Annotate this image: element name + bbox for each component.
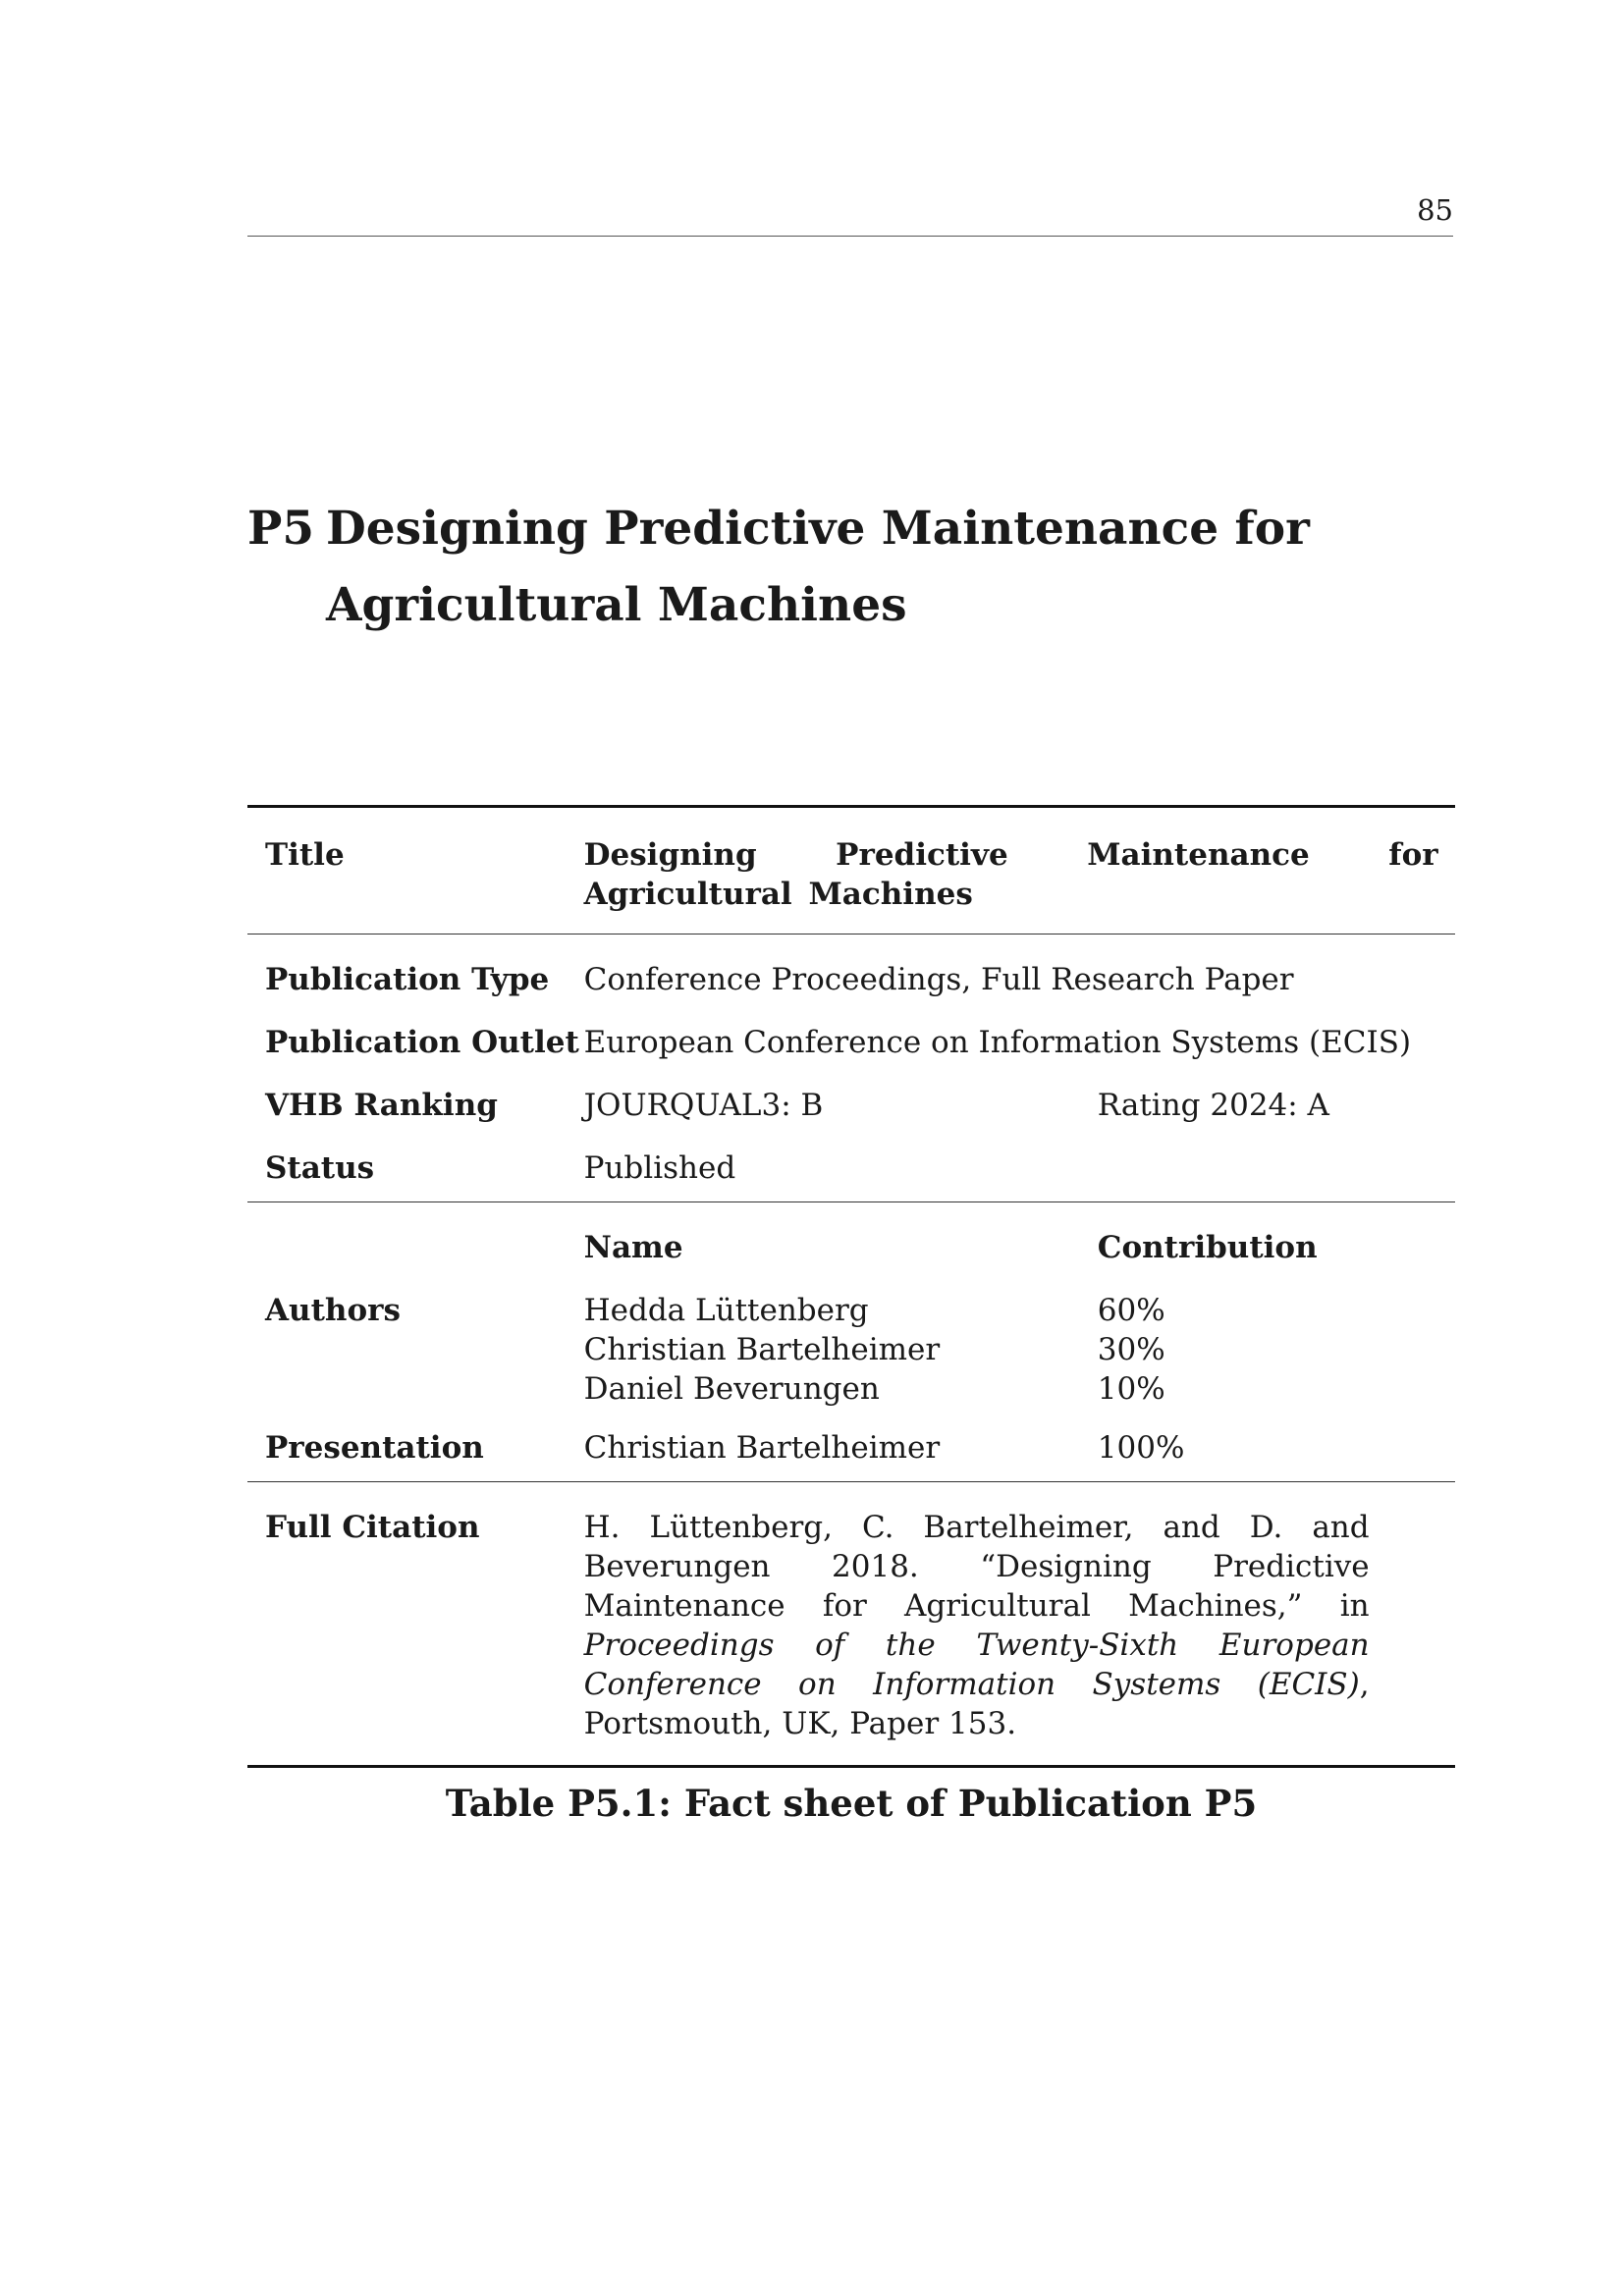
author-contribution: 10% <box>1097 1371 1165 1407</box>
title-label: Title <box>265 837 345 873</box>
status-label: Status <box>265 1150 375 1186</box>
status-value: Published <box>583 1150 736 1186</box>
publication-outlet-label: Publication Outlet <box>265 1025 579 1060</box>
presentation-label: Presentation <box>265 1430 484 1466</box>
author-contribution: 60% <box>1097 1293 1165 1328</box>
author-name: Christian Bartelheimer <box>583 1332 941 1367</box>
table-row-publication-type <box>247 934 1455 1014</box>
page-number: 85 <box>1417 193 1453 227</box>
citation-cell <box>584 1482 1455 1767</box>
author-contribution: 30% <box>1097 1332 1165 1367</box>
running-header <box>247 190 1453 237</box>
contribution-column-header: Contribution <box>1097 1230 1318 1265</box>
chapter-title: Designing Predictive Maintenance for Agricultural Machines <box>326 502 1310 632</box>
authors-header-spacer <box>247 1202 584 1292</box>
chapter-number: P5 <box>247 502 315 556</box>
author-names <box>584 1291 1098 1409</box>
table-row-authors-header <box>247 1202 1455 1292</box>
citation-part-2: , Portsmouth, UK, Paper 153. <box>583 1667 1370 1741</box>
title-value: Designing Predictive Maintenance for Agricultural Machines <box>583 837 1438 912</box>
author-name: Hedda Lüttenberg <box>583 1293 869 1328</box>
author-name: Daniel Beverungen <box>583 1371 880 1407</box>
title-cell <box>584 807 1455 934</box>
table-row-publication-outlet <box>247 1013 1455 1076</box>
table-row-full-citation <box>247 1482 1455 1767</box>
table-row-status <box>247 1139 1455 1202</box>
fact-sheet-table <box>247 805 1455 1768</box>
authors-label: Authors <box>265 1293 401 1328</box>
citation-label: Full Citation <box>265 1510 480 1545</box>
vhb-ranking-label: VHB Ranking <box>265 1088 498 1123</box>
vhb-rating-value: Rating 2024: A <box>1097 1088 1329 1123</box>
name-column-header: Name <box>583 1230 683 1265</box>
citation-proceedings: Proceedings of the Twenty-Sixth European Conference on Information Systems (ECIS) <box>583 1628 1370 1702</box>
citation-part-1: H. Lüttenberg, C. Bartelheimer, and D. and Beverungen 2018. “Designing Predictive Maintenance for Agricultural Machines,” in <box>583 1510 1370 1624</box>
chapter-heading <box>247 491 1465 644</box>
table-row-title <box>247 807 1455 934</box>
table-row-presentation <box>247 1409 1455 1482</box>
citation-text <box>584 1508 1370 1743</box>
table-row-vhb-ranking <box>247 1076 1455 1139</box>
table-caption: Table P5.1: Fact sheet of Publication P5 <box>445 1782 1258 1825</box>
author-contributions <box>1098 1291 1455 1409</box>
publication-type-value: Conference Proceedings, Full Research Paper <box>583 962 1294 997</box>
presentation-contribution: 100% <box>1097 1430 1185 1466</box>
presentation-name: Christian Bartelheimer <box>583 1430 941 1466</box>
vhb-jourqual-value: JOURQUAL3: B <box>583 1088 824 1123</box>
table-row-authors <box>247 1291 1455 1409</box>
publication-type-label: Publication Type <box>265 962 550 997</box>
publication-outlet-value: European Conference on Information Systems (ECIS) <box>583 1025 1412 1060</box>
